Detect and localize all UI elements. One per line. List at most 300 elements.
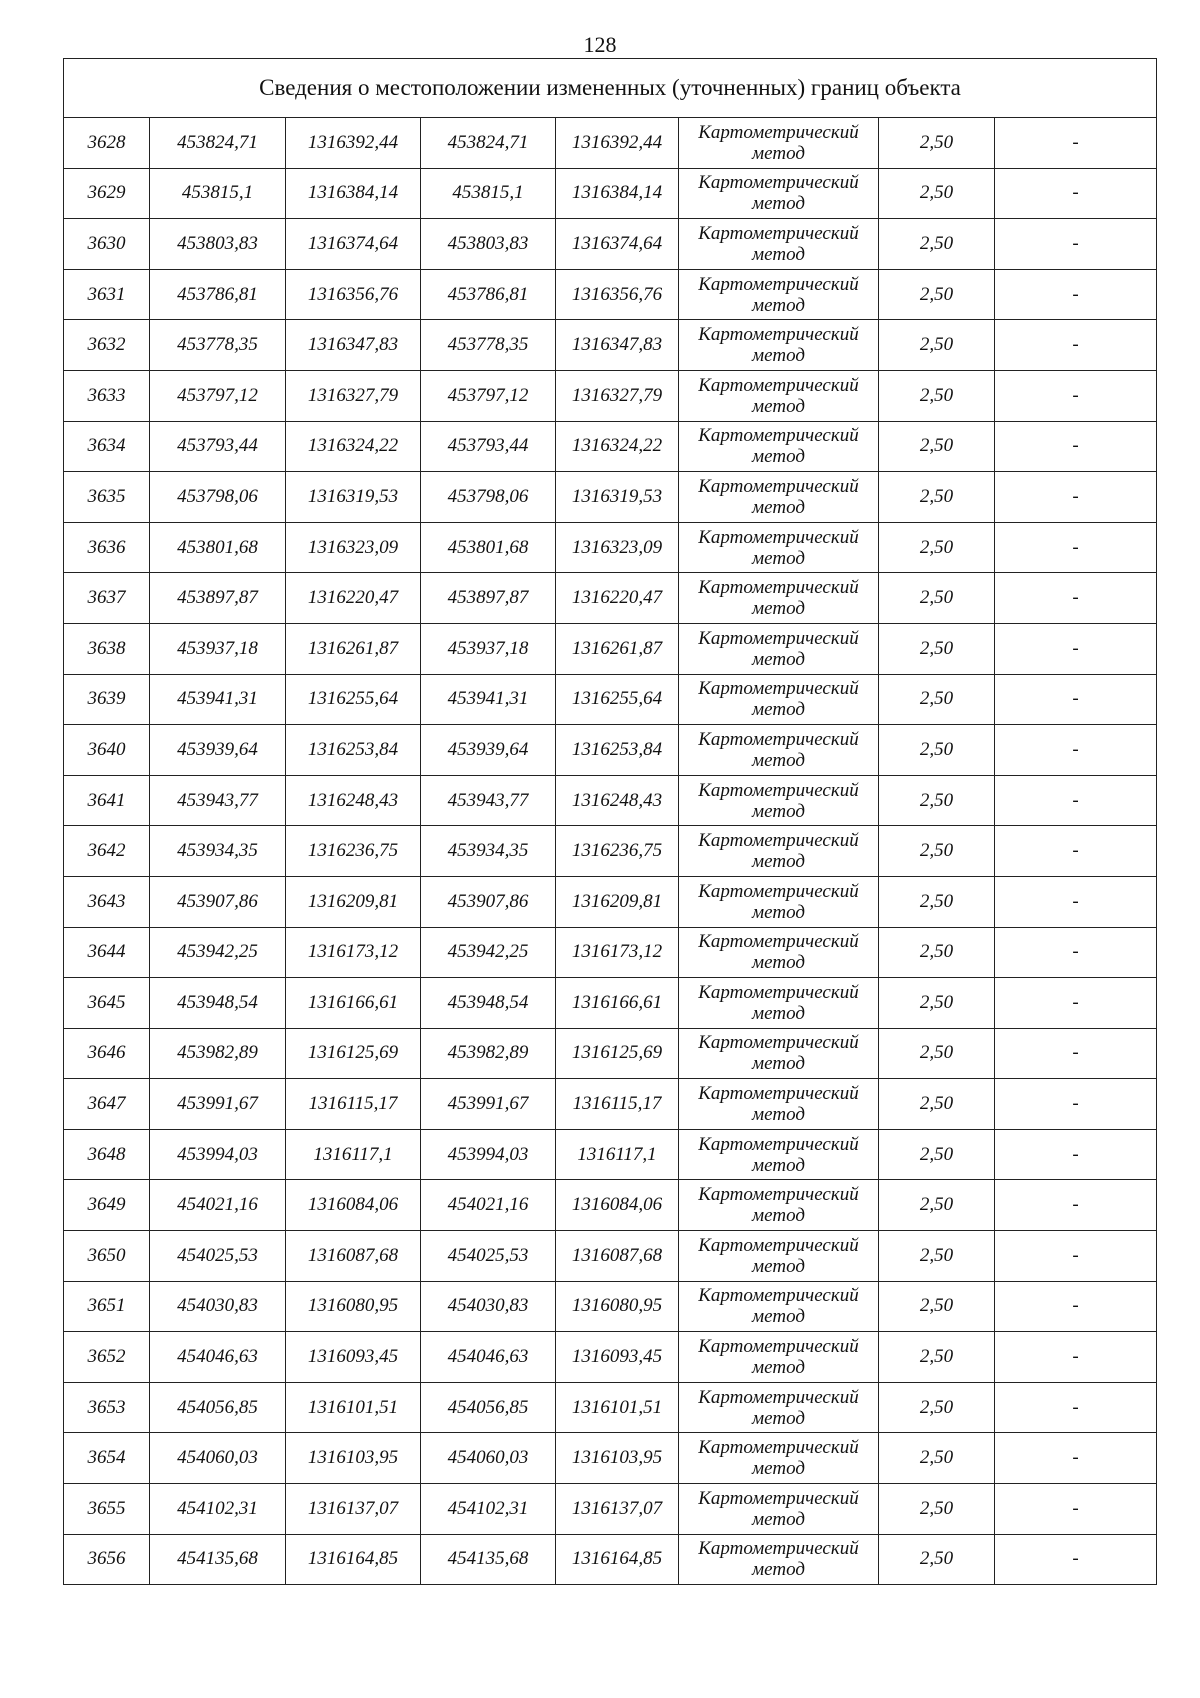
accuracy-cell: 2,50 <box>879 1281 995 1332</box>
method-line-1: Картометрический <box>698 981 859 1003</box>
x-existing-cell: 453937,18 <box>150 623 286 674</box>
method-line-1: Картометрический <box>698 425 859 447</box>
point-number-cell: 3642 <box>64 826 150 877</box>
accuracy-cell: 2,50 <box>879 573 995 624</box>
x-new-cell: 453991,67 <box>421 1079 556 1130</box>
x-existing-cell: 453897,87 <box>150 573 286 624</box>
x-new-cell: 454021,16 <box>421 1180 556 1231</box>
y-new-cell: 1316384,14 <box>556 168 679 219</box>
method-line-2: метод <box>752 851 805 873</box>
method-cell <box>679 370 879 421</box>
accuracy-cell: 2,50 <box>879 927 995 978</box>
description-cell: - <box>995 978 1157 1029</box>
method-cell <box>679 927 879 978</box>
point-number-cell: 3631 <box>64 269 150 320</box>
y-existing-cell: 1316356,76 <box>286 269 421 320</box>
description-cell: - <box>995 927 1157 978</box>
table-row <box>64 1231 1157 1282</box>
x-new-cell: 454030,83 <box>421 1281 556 1332</box>
method-line-1: Картометрический <box>698 880 859 902</box>
method-line-2: метод <box>752 446 805 468</box>
x-new-cell: 453815,1 <box>421 168 556 219</box>
x-new-cell: 453793,44 <box>421 421 556 472</box>
method-line-1: Картометрический <box>698 526 859 548</box>
description-cell: - <box>995 1281 1157 1332</box>
point-number-cell: 3647 <box>64 1079 150 1130</box>
method-line-1: Картометрический <box>698 1083 859 1105</box>
method-line-1: Картометрический <box>698 1538 859 1560</box>
x-existing-cell: 454025,53 <box>150 1231 286 1282</box>
accuracy-cell: 2,50 <box>879 674 995 725</box>
point-number-cell: 3645 <box>64 978 150 1029</box>
accuracy-cell: 2,50 <box>879 1180 995 1231</box>
method-line-2: метод <box>752 699 805 721</box>
description-cell: - <box>995 725 1157 776</box>
description-cell: - <box>995 1129 1157 1180</box>
y-new-cell: 1316084,06 <box>556 1180 679 1231</box>
description-cell: - <box>995 1534 1157 1585</box>
method-cell <box>679 674 879 725</box>
x-existing-cell: 454102,31 <box>150 1484 286 1535</box>
accuracy-cell: 2,50 <box>879 320 995 371</box>
table-row <box>64 219 1157 270</box>
description-cell: - <box>995 674 1157 725</box>
point-number-cell: 3641 <box>64 775 150 826</box>
point-number-cell: 3646 <box>64 1028 150 1079</box>
method-line-2: метод <box>752 1407 805 1429</box>
method-line-1: Картометрический <box>698 931 859 953</box>
x-existing-cell: 453803,83 <box>150 219 286 270</box>
method-line-2: метод <box>752 294 805 316</box>
description-cell: - <box>995 370 1157 421</box>
table-title: Сведения о местоположении измененных (уточненных) границ объекта <box>64 59 1157 118</box>
y-new-cell: 1316324,22 <box>556 421 679 472</box>
x-existing-cell: 453801,68 <box>150 522 286 573</box>
method-line-2: метод <box>752 1205 805 1227</box>
table-row <box>64 674 1157 725</box>
y-new-cell: 1316115,17 <box>556 1079 679 1130</box>
table-row <box>64 168 1157 219</box>
accuracy-cell: 2,50 <box>879 472 995 523</box>
method-cell <box>679 1231 879 1282</box>
table-row <box>64 522 1157 573</box>
table-row <box>64 623 1157 674</box>
x-existing-cell: 453815,1 <box>150 168 286 219</box>
accuracy-cell: 2,50 <box>879 775 995 826</box>
y-existing-cell: 1316319,53 <box>286 472 421 523</box>
method-line-2: метод <box>752 1458 805 1480</box>
method-line-2: метод <box>752 1104 805 1126</box>
table-row <box>64 573 1157 624</box>
description-cell: - <box>995 1433 1157 1484</box>
y-existing-cell: 1316166,61 <box>286 978 421 1029</box>
description-cell: - <box>995 1382 1157 1433</box>
y-new-cell: 1316220,47 <box>556 573 679 624</box>
accuracy-cell: 2,50 <box>879 522 995 573</box>
accuracy-cell: 2,50 <box>879 1079 995 1130</box>
method-cell <box>679 168 879 219</box>
method-line-1: Картометрический <box>698 728 859 750</box>
x-new-cell: 453803,83 <box>421 219 556 270</box>
x-existing-cell: 453778,35 <box>150 320 286 371</box>
y-new-cell: 1316117,1 <box>556 1129 679 1180</box>
method-cell <box>679 1382 879 1433</box>
accuracy-cell: 2,50 <box>879 1231 995 1282</box>
y-new-cell: 1316255,64 <box>556 674 679 725</box>
method-line-1: Картометрический <box>698 1336 859 1358</box>
method-line-2: метод <box>752 800 805 822</box>
x-existing-cell: 453939,64 <box>150 725 286 776</box>
method-cell <box>679 1079 879 1130</box>
point-number-cell: 3635 <box>64 472 150 523</box>
table-title-row <box>64 59 1157 118</box>
description-cell: - <box>995 1332 1157 1383</box>
point-number-cell: 3634 <box>64 421 150 472</box>
accuracy-cell: 2,50 <box>879 118 995 169</box>
method-line-2: метод <box>752 749 805 771</box>
method-line-2: метод <box>752 901 805 923</box>
method-line-2: метод <box>752 648 805 670</box>
accuracy-cell: 2,50 <box>879 1484 995 1535</box>
description-cell: - <box>995 269 1157 320</box>
method-line-1: Картометрический <box>698 374 859 396</box>
y-existing-cell: 1316084,06 <box>286 1180 421 1231</box>
method-line-1: Картометрический <box>698 1386 859 1408</box>
point-number-cell: 3639 <box>64 674 150 725</box>
page-number: 128 <box>583 32 617 57</box>
method-line-1: Картометрический <box>698 627 859 649</box>
method-line-2: метод <box>752 952 805 974</box>
point-number-cell: 3655 <box>64 1484 150 1535</box>
method-cell <box>679 219 879 270</box>
description-cell: - <box>995 573 1157 624</box>
y-existing-cell: 1316137,07 <box>286 1484 421 1535</box>
description-cell: - <box>995 320 1157 371</box>
y-new-cell: 1316125,69 <box>556 1028 679 1079</box>
method-line-1: Картометрический <box>698 1487 859 1509</box>
accuracy-cell: 2,50 <box>879 978 995 1029</box>
y-existing-cell: 1316209,81 <box>286 876 421 927</box>
table-row <box>64 725 1157 776</box>
method-line-1: Картометрический <box>698 1437 859 1459</box>
y-new-cell: 1316253,84 <box>556 725 679 776</box>
table-row <box>64 1028 1157 1079</box>
y-new-cell: 1316209,81 <box>556 876 679 927</box>
x-existing-cell: 453797,12 <box>150 370 286 421</box>
description-cell: - <box>995 775 1157 826</box>
y-new-cell: 1316347,83 <box>556 320 679 371</box>
table-row <box>64 370 1157 421</box>
x-new-cell: 454102,31 <box>421 1484 556 1535</box>
y-existing-cell: 1316327,79 <box>286 370 421 421</box>
y-existing-cell: 1316255,64 <box>286 674 421 725</box>
accuracy-cell: 2,50 <box>879 876 995 927</box>
y-new-cell: 1316327,79 <box>556 370 679 421</box>
method-cell <box>679 522 879 573</box>
y-existing-cell: 1316117,1 <box>286 1129 421 1180</box>
x-new-cell: 454046,63 <box>421 1332 556 1383</box>
y-existing-cell: 1316392,44 <box>286 118 421 169</box>
x-existing-cell: 453943,77 <box>150 775 286 826</box>
y-new-cell: 1316173,12 <box>556 927 679 978</box>
point-number-cell: 3648 <box>64 1129 150 1180</box>
table-row <box>64 118 1157 169</box>
x-existing-cell: 453941,31 <box>150 674 286 725</box>
point-number-cell: 3644 <box>64 927 150 978</box>
x-existing-cell: 453907,86 <box>150 876 286 927</box>
method-cell <box>679 1028 879 1079</box>
y-existing-cell: 1316248,43 <box>286 775 421 826</box>
y-existing-cell: 1316253,84 <box>286 725 421 776</box>
y-new-cell: 1316087,68 <box>556 1231 679 1282</box>
description-cell: - <box>995 826 1157 877</box>
table-row <box>64 1180 1157 1231</box>
x-new-cell: 454135,68 <box>421 1534 556 1585</box>
description-cell: - <box>995 876 1157 927</box>
y-new-cell: 1316356,76 <box>556 269 679 320</box>
y-existing-cell: 1316324,22 <box>286 421 421 472</box>
y-existing-cell: 1316374,64 <box>286 219 421 270</box>
x-new-cell: 453907,86 <box>421 876 556 927</box>
x-new-cell: 453982,89 <box>421 1028 556 1079</box>
accuracy-cell: 2,50 <box>879 370 995 421</box>
point-number-cell: 3653 <box>64 1382 150 1433</box>
accuracy-cell: 2,50 <box>879 623 995 674</box>
y-new-cell: 1316392,44 <box>556 118 679 169</box>
accuracy-cell: 2,50 <box>879 725 995 776</box>
method-line-1: Картометрический <box>698 324 859 346</box>
boundary-coordinates-table <box>63 58 1157 1585</box>
x-new-cell: 453797,12 <box>421 370 556 421</box>
method-cell <box>679 269 879 320</box>
method-line-2: метод <box>752 1559 805 1581</box>
point-number-cell: 3629 <box>64 168 150 219</box>
accuracy-cell: 2,50 <box>879 826 995 877</box>
method-line-2: метод <box>752 142 805 164</box>
x-existing-cell: 454030,83 <box>150 1281 286 1332</box>
y-new-cell: 1316319,53 <box>556 472 679 523</box>
description-cell: - <box>995 1028 1157 1079</box>
y-new-cell: 1316093,45 <box>556 1332 679 1383</box>
method-cell <box>679 1433 879 1484</box>
y-existing-cell: 1316164,85 <box>286 1534 421 1585</box>
method-line-2: метод <box>752 547 805 569</box>
y-new-cell: 1316323,09 <box>556 522 679 573</box>
point-number-cell: 3630 <box>64 219 150 270</box>
point-number-cell: 3656 <box>64 1534 150 1585</box>
x-new-cell: 453948,54 <box>421 978 556 1029</box>
accuracy-cell: 2,50 <box>879 1382 995 1433</box>
description-cell: - <box>995 421 1157 472</box>
table-row <box>64 1534 1157 1585</box>
table-row <box>64 1484 1157 1535</box>
x-new-cell: 453941,31 <box>421 674 556 725</box>
x-new-cell: 454056,85 <box>421 1382 556 1433</box>
y-existing-cell: 1316103,95 <box>286 1433 421 1484</box>
method-line-2: метод <box>752 1508 805 1530</box>
point-number-cell: 3633 <box>64 370 150 421</box>
x-new-cell: 453934,35 <box>421 826 556 877</box>
y-existing-cell: 1316384,14 <box>286 168 421 219</box>
table-row <box>64 320 1157 371</box>
y-existing-cell: 1316080,95 <box>286 1281 421 1332</box>
y-new-cell: 1316137,07 <box>556 1484 679 1535</box>
method-cell <box>679 1484 879 1535</box>
method-line-2: метод <box>752 1002 805 1024</box>
y-new-cell: 1316236,75 <box>556 826 679 877</box>
method-cell <box>679 573 879 624</box>
y-existing-cell: 1316220,47 <box>286 573 421 624</box>
method-cell <box>679 320 879 371</box>
y-existing-cell: 1316093,45 <box>286 1332 421 1383</box>
x-new-cell: 453778,35 <box>421 320 556 371</box>
method-line-2: метод <box>752 243 805 265</box>
method-line-1: Картометрический <box>698 172 859 194</box>
method-cell <box>679 826 879 877</box>
x-existing-cell: 453982,89 <box>150 1028 286 1079</box>
x-existing-cell: 454021,16 <box>150 1180 286 1231</box>
method-line-1: Картометрический <box>698 678 859 700</box>
x-new-cell: 454060,03 <box>421 1433 556 1484</box>
table-row <box>64 927 1157 978</box>
method-cell <box>679 623 879 674</box>
y-new-cell: 1316101,51 <box>556 1382 679 1433</box>
table-row <box>64 826 1157 877</box>
method-cell <box>679 775 879 826</box>
method-cell <box>679 421 879 472</box>
y-existing-cell: 1316101,51 <box>286 1382 421 1433</box>
y-new-cell: 1316103,95 <box>556 1433 679 1484</box>
method-line-2: метод <box>752 496 805 518</box>
method-line-2: метод <box>752 395 805 417</box>
method-line-2: метод <box>752 1154 805 1176</box>
x-existing-cell: 454135,68 <box>150 1534 286 1585</box>
method-line-2: метод <box>752 1053 805 1075</box>
table-row <box>64 421 1157 472</box>
y-existing-cell: 1316087,68 <box>286 1231 421 1282</box>
method-line-2: метод <box>752 193 805 215</box>
y-existing-cell: 1316115,17 <box>286 1079 421 1130</box>
method-line-1: Картометрический <box>698 779 859 801</box>
x-new-cell: 453943,77 <box>421 775 556 826</box>
point-number-cell: 3640 <box>64 725 150 776</box>
y-new-cell: 1316080,95 <box>556 1281 679 1332</box>
x-existing-cell: 454060,03 <box>150 1433 286 1484</box>
x-existing-cell: 453994,03 <box>150 1129 286 1180</box>
accuracy-cell: 2,50 <box>879 1433 995 1484</box>
description-cell: - <box>995 219 1157 270</box>
point-number-cell: 3650 <box>64 1231 150 1282</box>
y-new-cell: 1316166,61 <box>556 978 679 1029</box>
table-row <box>64 876 1157 927</box>
accuracy-cell: 2,50 <box>879 269 995 320</box>
point-number-cell: 3643 <box>64 876 150 927</box>
method-line-1: Картометрический <box>698 577 859 599</box>
point-number-cell: 3652 <box>64 1332 150 1383</box>
point-number-cell: 3649 <box>64 1180 150 1231</box>
table-row <box>64 1129 1157 1180</box>
accuracy-cell: 2,50 <box>879 219 995 270</box>
x-existing-cell: 454056,85 <box>150 1382 286 1433</box>
accuracy-cell: 2,50 <box>879 1332 995 1383</box>
method-line-1: Картометрический <box>698 1032 859 1054</box>
x-new-cell: 453786,81 <box>421 269 556 320</box>
description-cell: - <box>995 623 1157 674</box>
point-number-cell: 3638 <box>64 623 150 674</box>
method-line-1: Картометрический <box>698 121 859 143</box>
y-new-cell: 1316248,43 <box>556 775 679 826</box>
method-line-1: Картометрический <box>698 1133 859 1155</box>
y-existing-cell: 1316125,69 <box>286 1028 421 1079</box>
method-line-1: Картометрический <box>698 222 859 244</box>
x-new-cell: 453824,71 <box>421 118 556 169</box>
method-line-1: Картометрический <box>698 830 859 852</box>
y-existing-cell: 1316236,75 <box>286 826 421 877</box>
method-line-1: Картометрический <box>698 1234 859 1256</box>
method-cell <box>679 118 879 169</box>
point-number-cell: 3651 <box>64 1281 150 1332</box>
x-new-cell: 453942,25 <box>421 927 556 978</box>
point-number-cell: 3654 <box>64 1433 150 1484</box>
method-cell <box>679 1332 879 1383</box>
method-cell <box>679 876 879 927</box>
x-new-cell: 453939,64 <box>421 725 556 776</box>
x-existing-cell: 453934,35 <box>150 826 286 877</box>
accuracy-cell: 2,50 <box>879 168 995 219</box>
method-line-1: Картометрический <box>698 475 859 497</box>
x-existing-cell: 453798,06 <box>150 472 286 523</box>
x-existing-cell: 453824,71 <box>150 118 286 169</box>
x-new-cell: 453897,87 <box>421 573 556 624</box>
method-cell <box>679 1534 879 1585</box>
method-line-2: метод <box>752 1357 805 1379</box>
point-number-cell: 3628 <box>64 118 150 169</box>
method-cell <box>679 1281 879 1332</box>
description-cell: - <box>995 1180 1157 1231</box>
method-line-1: Картометрический <box>698 1285 859 1307</box>
x-existing-cell: 453793,44 <box>150 421 286 472</box>
method-cell <box>679 472 879 523</box>
x-new-cell: 453798,06 <box>421 472 556 523</box>
method-cell <box>679 1129 879 1180</box>
method-line-2: метод <box>752 598 805 620</box>
method-line-2: метод <box>752 1255 805 1277</box>
x-existing-cell: 453948,54 <box>150 978 286 1029</box>
y-new-cell: 1316374,64 <box>556 219 679 270</box>
table-row <box>64 1332 1157 1383</box>
method-cell <box>679 725 879 776</box>
method-line-2: метод <box>752 345 805 367</box>
y-existing-cell: 1316173,12 <box>286 927 421 978</box>
table-row <box>64 978 1157 1029</box>
point-number-cell: 3636 <box>64 522 150 573</box>
x-new-cell: 453801,68 <box>421 522 556 573</box>
point-number-cell: 3632 <box>64 320 150 371</box>
table-row <box>64 1433 1157 1484</box>
method-cell <box>679 978 879 1029</box>
y-existing-cell: 1316323,09 <box>286 522 421 573</box>
x-existing-cell: 453786,81 <box>150 269 286 320</box>
description-cell: - <box>995 522 1157 573</box>
y-new-cell: 1316261,87 <box>556 623 679 674</box>
table-row <box>64 269 1157 320</box>
description-cell: - <box>995 1484 1157 1535</box>
accuracy-cell: 2,50 <box>879 1028 995 1079</box>
y-existing-cell: 1316347,83 <box>286 320 421 371</box>
table-row <box>64 472 1157 523</box>
description-cell: - <box>995 1231 1157 1282</box>
x-new-cell: 454025,53 <box>421 1231 556 1282</box>
